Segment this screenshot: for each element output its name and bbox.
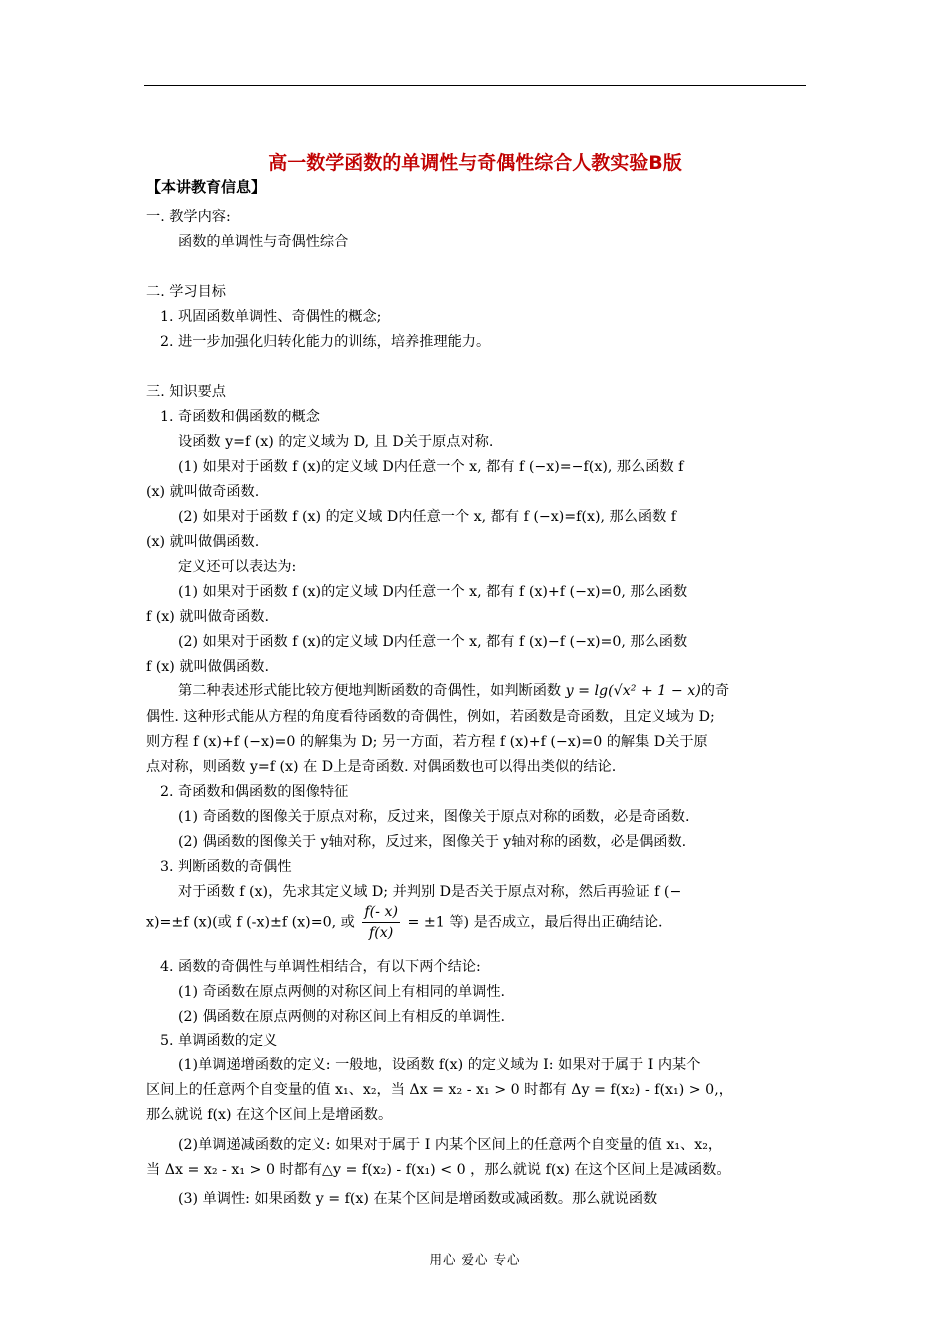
- fraction-denominator: f(x): [369, 925, 394, 941]
- p1-remark-text-b: 的奇: [700, 683, 730, 699]
- p1-remark-line1: [178, 682, 729, 700]
- p5-heading: 5. 单调函数的定义: [160, 1033, 278, 1049]
- p1-alt-even-line1: (2) 如果对于函数 f (x)的定义域 D内任意一个 x, 都有 f (x)−f (−x)=0, 那么函数: [178, 634, 688, 650]
- s2-heading: 二. 学习目标: [146, 284, 226, 300]
- s2-item-2: 2. 进一步加强化归转化能力的训练，培养推理能力。: [160, 334, 491, 350]
- p5-dec-line1: (2)单调递减函数的定义: 如果对于属于 I 内某个区间上的任意两个自变量的值 x₁、x₂，: [178, 1137, 723, 1153]
- p1-odd-line1: (1) 如果对于函数 f (x)的定义域 D内任意一个 x, 都有 f (−x)=−f(x), 那么函数 f: [178, 459, 684, 475]
- p1-alt-odd-line2: f (x) 就叫做奇函数.: [146, 609, 269, 625]
- p3-line2-b: = ±1 等) 是否成立，最后得出正确结论.: [407, 914, 663, 931]
- p1-alt-odd-line1: (1) 如果对于函数 f (x)的定义域 D内任意一个 x, 都有 f (x)+f (−x)=0, 那么函数: [178, 584, 688, 600]
- section-header: 【本讲教育信息】: [146, 178, 267, 196]
- p1-remark-text-a: 第二种表述形式能比较方便地判断函数的奇偶性，如判断函数: [178, 683, 562, 699]
- page-title: 高一数学函数的单调性与奇偶性综合人教实验B版: [268, 152, 682, 174]
- header-rule: [144, 85, 806, 86]
- s1-body: 函数的单调性与奇偶性综合: [178, 234, 349, 250]
- p1-alt-intro: 定义还可以表达为:: [178, 559, 297, 575]
- p5-inc-line1: (1)单调递增函数的定义: 一般地，设函数 f(x) 的定义域为 I: 如果对于属于 I 内某个: [178, 1057, 701, 1073]
- p5-inc-line2: 区间上的任意两个自变量的值 x₁、x₂，当 Δx = x₂ - x₁ > 0 时都有 Δy = f(x₂) - f(x₁) > 0,，: [146, 1082, 733, 1098]
- p4-heading: 4. 函数的奇偶性与单调性相结合，有以下两个结论:: [160, 959, 481, 975]
- p3-line2: [146, 902, 663, 943]
- p1-remark-line3: 则方程 f (x)+f (−x)=0 的解集为 D; 另一方面，若方程 f (x)+f (−x)=0 的解集 D关于原: [146, 734, 708, 750]
- p3-line1: 对于函数 f (x)，先求其定义域 D; 并判别 D是否关于原点对称，然后再验证 f (−: [178, 884, 682, 900]
- p1-odd-line2: (x) 就叫做奇函数.: [146, 484, 260, 500]
- p3-heading: 3. 判断函数的奇偶性: [160, 859, 292, 875]
- ratio-fraction: [362, 902, 400, 943]
- p3-line2-a: x)=±f (x)(或 f (-x)±f (x)=0, 或: [146, 914, 355, 931]
- p1-even-line1: (2) 如果对于函数 f (x) 的定义域 D内任意一个 x, 都有 f (−x)=f(x), 那么函数 f: [178, 509, 677, 525]
- p5-dec-line2: 当 Δx = x₂ - x₁ > 0 时都有△y = f(x₂) - f(x₁) < 0 ，那么就说 f(x) 在这个区间上是减函数。: [146, 1162, 731, 1178]
- s1-heading: 一. 教学内容:: [146, 209, 231, 225]
- p1-heading: 1. 奇函数和偶函数的概念: [160, 409, 320, 425]
- p5-inc-line3: 那么就说 f(x) 在这个区间上是增函数。: [146, 1107, 393, 1123]
- p1-remark-line4: 点对称，则函数 y=f (x) 在 D上是奇函数. 对偶函数也可以得出类似的结论.: [146, 759, 617, 775]
- p1-remark-line2: 偶性. 这种形式能从方程的角度看待函数的奇偶性，例如，若函数是奇函数，且定义域为 D;: [146, 709, 715, 725]
- p1-even-line2: (x) 就叫做偶函数.: [146, 534, 260, 550]
- p4-item-2: (2) 偶函数在原点两侧的对称区间上有相反的单调性.: [178, 1009, 506, 1025]
- p2-item-2: (2) 偶函数的图像关于 y轴对称，反过来，图像关于 y轴对称的函数，必是偶函数.: [178, 834, 687, 850]
- lg-formula: y = lg(√x² + 1 − x): [565, 683, 701, 699]
- p2-heading: 2. 奇函数和偶函数的图像特征: [160, 784, 349, 800]
- fraction-numerator: f(- x): [362, 902, 400, 923]
- p1-text: 设函数 y=f (x) 的定义域为 D, 且 D关于原点对称.: [178, 434, 494, 450]
- page-footer: 用心 爱心 专心: [429, 1252, 521, 1267]
- s2-item-1: 1. 巩固函数单调性、奇偶性的概念;: [160, 309, 382, 325]
- s3-heading: 三. 知识要点: [146, 384, 226, 400]
- p1-alt-even-line2: f (x) 就叫做偶函数.: [146, 659, 269, 675]
- p2-item-1: (1) 奇函数的图像关于原点对称，反过来，图像关于原点对称的函数，必是奇函数.: [178, 809, 690, 825]
- p5-mono-line1: (3) 单调性: 如果函数 y = f(x) 在某个区间是增函数或减函数。那么就说函数: [178, 1191, 658, 1207]
- p4-item-1: (1) 奇函数在原点两侧的对称区间上有相同的单调性.: [178, 984, 506, 1000]
